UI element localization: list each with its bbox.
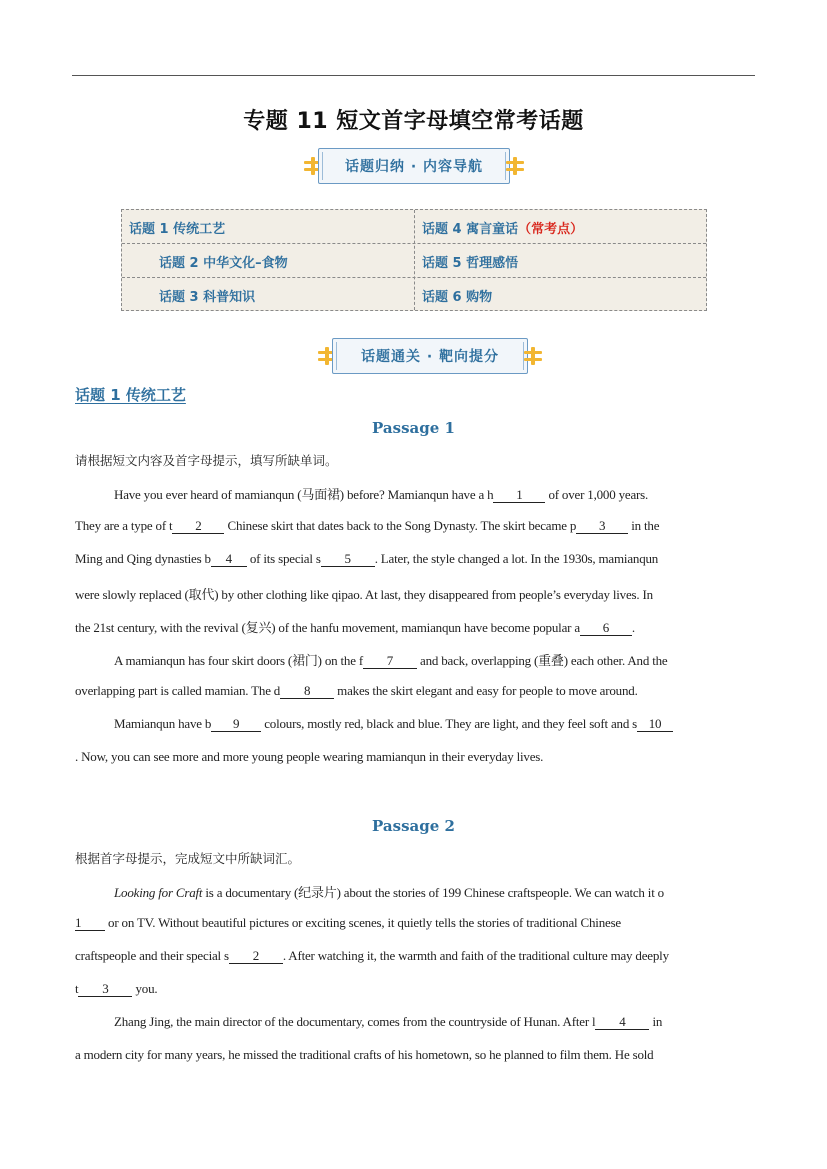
blank-4[interactable]: 4 — [595, 1015, 649, 1030]
passage-1-line: were slowly replaced (取代) by other clothing like qipao. At last, they disappeared from people’s everyday lives. In — [75, 587, 653, 602]
passage-1-line — [114, 484, 753, 504]
blank-3[interactable]: 3 — [576, 519, 628, 534]
passage-2-line — [75, 981, 753, 1001]
passage-1-line — [75, 518, 753, 538]
topic-link-2[interactable]: 话题 2 中华文化–食物 — [159, 255, 288, 271]
topic-4-label: 话题 4 寓言童话 — [422, 221, 519, 237]
blank-9[interactable]: 9 — [211, 717, 261, 732]
section-heading[interactable]: 话题 1 传统工艺 — [75, 386, 186, 404]
passage-2-title: Passage 2 — [372, 817, 455, 835]
header-rule — [72, 75, 755, 76]
passage-2-line: a modern city for many years, he missed the traditional crafts of his hometown, so he planned to film them. He sold — [75, 1047, 654, 1062]
text: the 21st century, with the revival (复兴) of the hanfu movement, mamianqun have become popular a — [75, 620, 580, 635]
topic-table — [121, 209, 707, 311]
blank-6[interactable]: 6 — [580, 621, 632, 636]
blank-7[interactable]: 7 — [363, 654, 417, 669]
blank-3[interactable]: 3 — [78, 982, 132, 997]
blank-8[interactable]: 8 — [280, 684, 334, 699]
passage-1-line — [75, 551, 753, 571]
passage-2-line — [75, 915, 753, 935]
text: in — [649, 1014, 663, 1029]
text: of its special s — [246, 551, 321, 566]
practice-badge-label: 话题通关 · 靶向提分 — [332, 338, 528, 374]
topic-link-3[interactable]: 话题 3 科普知识 — [159, 289, 256, 305]
documentary-title: Looking for Craft — [114, 885, 203, 900]
text: . — [631, 620, 635, 635]
blank-1[interactable]: 1 — [493, 488, 545, 503]
text: They are a type of t — [75, 518, 173, 533]
text: Have you ever heard of mamianqun (马面裙) before? Mamianqun have a h — [114, 487, 494, 502]
text: makes the skirt elegant and easy for people to move around. — [334, 683, 638, 698]
text: in the — [628, 518, 660, 533]
nav-badge — [304, 148, 524, 184]
passage-1-instruction: 请根据短文内容及首字母提示，填写所缺单词。 — [75, 453, 338, 468]
text: t — [75, 981, 79, 996]
blank-5[interactable]: 5 — [321, 552, 375, 567]
topic-link-5[interactable]: 话题 5 哲理感悟 — [422, 255, 519, 271]
text: A mamianqun has four skirt doors (裙门) on the f — [114, 653, 363, 668]
passage-2-line — [75, 948, 753, 968]
passage-1-line — [114, 650, 753, 670]
text: . Later, the style changed a lot. In the 1930s, mamianqun — [374, 551, 659, 566]
page-title: 专题 11 短文首字母填空常考话题 — [243, 109, 584, 134]
hot-topic-tag: （常考点） — [518, 221, 584, 237]
table-divider — [414, 210, 415, 310]
blank-2[interactable]: 2 — [229, 949, 283, 964]
passage-2-line — [114, 882, 753, 902]
passage-2-line — [114, 1014, 753, 1034]
blank-4[interactable]: 4 — [211, 552, 247, 567]
blank-10[interactable]: 10 — [637, 717, 673, 732]
text: overlapping part is called mamian. The d — [75, 683, 281, 698]
text: craftspeople and their special s — [75, 948, 229, 963]
topic-link-6[interactable]: 话题 6 购物 — [422, 289, 493, 305]
practice-badge — [318, 338, 542, 374]
text: of over 1,000 years. — [545, 487, 649, 502]
topic-link-4[interactable] — [422, 210, 702, 244]
topic-link-1[interactable]: 话题 1 传统工艺 — [129, 221, 226, 237]
text: and back, overlapping (重叠) each other. And the — [416, 653, 668, 668]
blank-1[interactable]: 1 — [75, 916, 105, 931]
nav-badge-label: 话题归纳 · 内容导航 — [318, 148, 510, 184]
text: is a documentary (纪录片) about the stories of 199 Chinese craftspeople. We can watch it o — [202, 885, 664, 900]
text: . After watching it, the warmth and faith of the traditional culture may deeply — [282, 948, 669, 963]
passage-2-instruction: 根据首字母提示，完成短文中所缺词汇。 — [75, 851, 301, 866]
passage-1-line — [114, 716, 753, 736]
text: Ming and Qing dynasties b — [75, 551, 211, 566]
text: or on TV. Without beautiful pictures or exciting scenes, it quietly tells the stories of traditional Chinese — [105, 915, 621, 930]
passage-1-line — [75, 683, 753, 703]
text: you. — [132, 981, 158, 996]
text: Chinese skirt that dates back to the Song Dynasty. The skirt became p — [224, 518, 577, 533]
text: Mamianqun have b — [114, 716, 212, 731]
passage-1-line: . Now, you can see more and more young people wearing mamianqun in their everyday lives. — [75, 749, 544, 764]
clip-icon — [524, 347, 542, 365]
blank-2[interactable]: 2 — [172, 519, 224, 534]
passage-1-title: Passage 1 — [372, 419, 455, 437]
text: Zhang Jing, the main director of the documentary, comes from the countryside of Hunan. After l — [114, 1014, 596, 1029]
passage-1-line — [75, 617, 753, 637]
text: colours, mostly red, black and blue. They are light, and they feel soft and s — [261, 716, 638, 731]
clip-icon — [506, 157, 524, 175]
